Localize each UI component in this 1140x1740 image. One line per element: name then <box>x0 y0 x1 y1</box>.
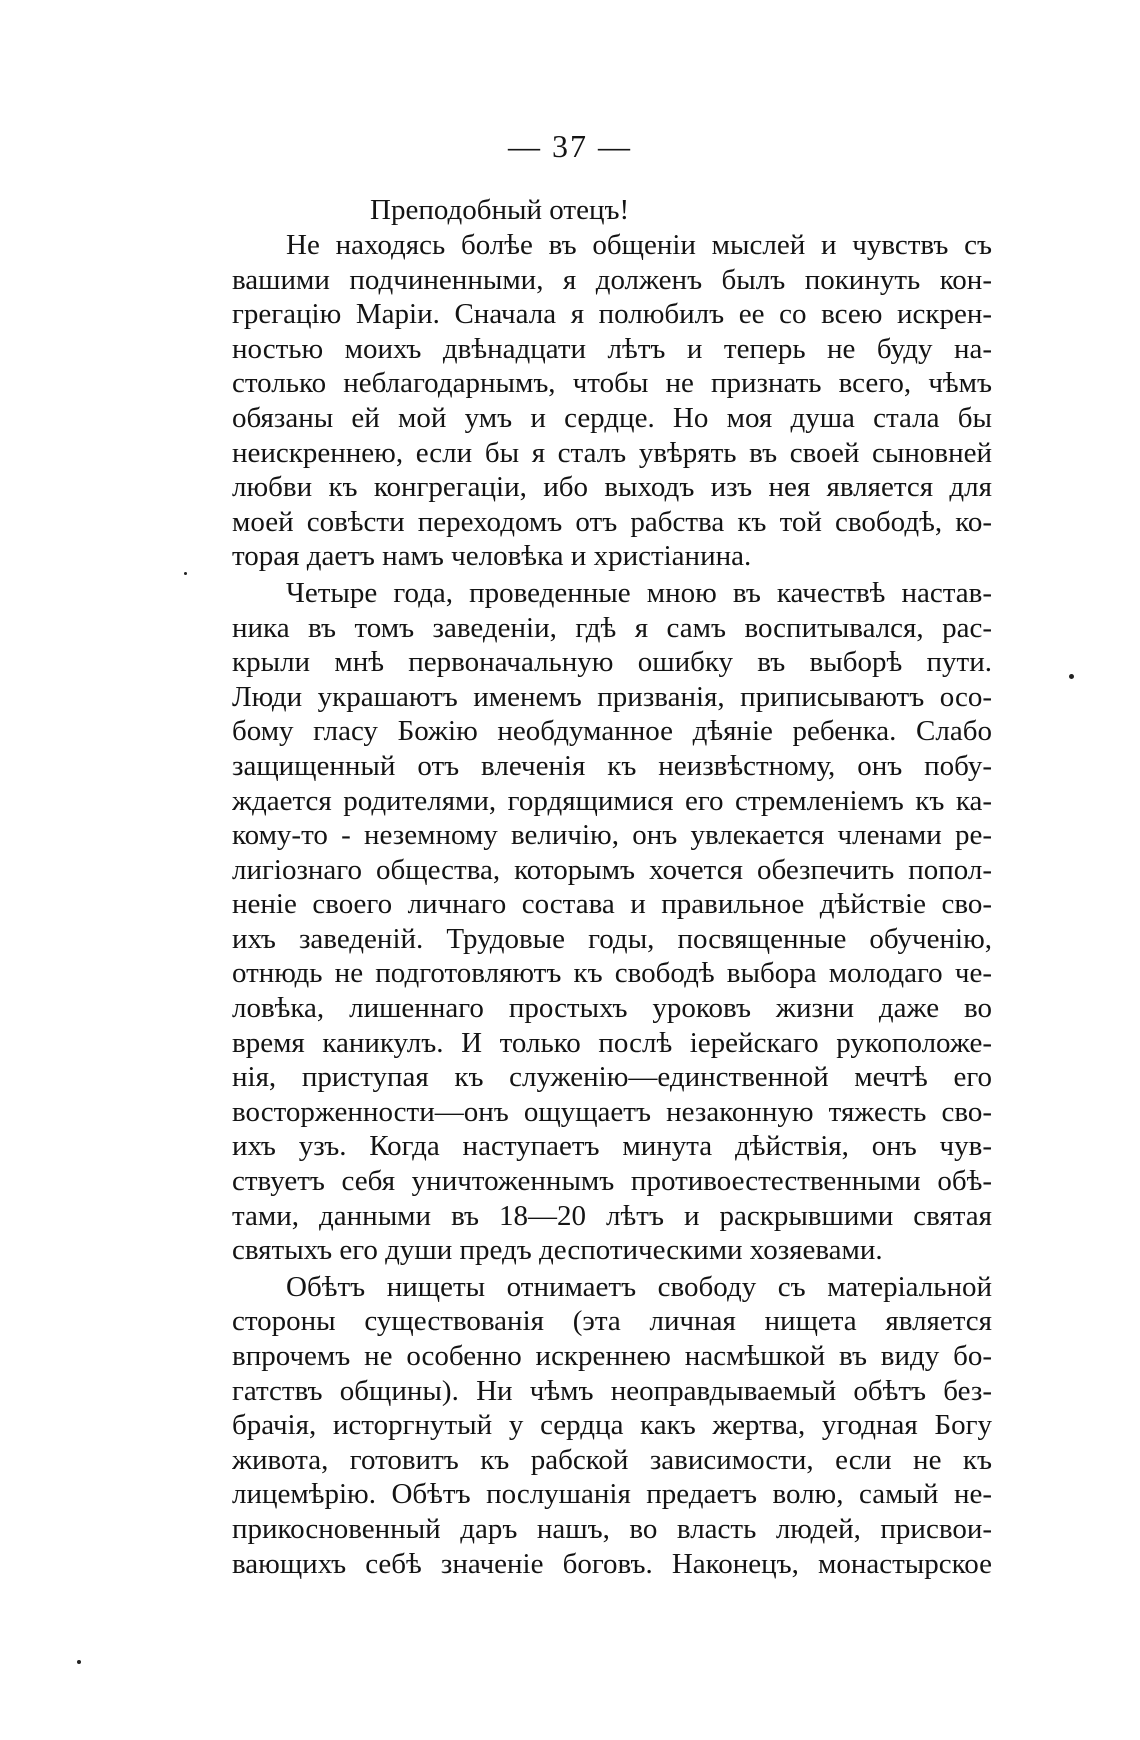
text-line: крыли мнѣ первоначальную ошибку въ выборѣ пути. <box>232 646 992 679</box>
text-line: прикосновенный даръ нашъ, во власть людей, присвои- <box>232 1512 992 1545</box>
text-line: святыхъ его души предъ деспотическими хозяевами. <box>232 1234 883 1267</box>
text-line: лицемѣрію. Обѣтъ послушанія предаетъ волю, самый не- <box>232 1478 992 1511</box>
text-line: вашими подчиненными, я долженъ былъ покинуть кон- <box>232 263 992 296</box>
text-line: Четыре года, проведенные мною въ качествѣ настав- <box>286 576 992 609</box>
page-number: — 37 — <box>508 128 632 164</box>
text-line: грегацію Маріи. Сначала я полюбилъ ее со всею искрен- <box>232 298 992 331</box>
scan-speck <box>184 572 187 575</box>
text-line: живота, готовитъ къ рабской зависимости, если не къ <box>232 1443 992 1476</box>
text-line: ностью моихъ двѣнадцати лѣтъ и теперь не буду на- <box>232 332 992 365</box>
text-line: лигіознаго общества, которымъ хочется обезпечить попол- <box>232 853 992 886</box>
text-line: моей совѣсти переходомъ отъ рабства къ той свободѣ, ко- <box>232 505 992 538</box>
text-line: ждается родителями, гордящимися его стремленіемъ къ ка- <box>232 784 992 817</box>
text-line: ихъ заведеній. Трудовые годы, посвященные обученію, <box>232 922 992 955</box>
text-line: неніе своего личнаго состава и правильное дѣйствіе сво- <box>232 888 992 921</box>
letter-body <box>232 192 992 1581</box>
text-line: нія, приступая къ служенію—единственной мечтѣ его <box>232 1061 992 1094</box>
text-line: столько неблагодарнымъ, чтобы не признать всего, чѣмъ <box>232 367 992 400</box>
text-line: торая даетъ намъ человѣка и христіанина. <box>232 540 752 573</box>
salutation: Преподобный отецъ! <box>370 194 630 226</box>
paragraph-2 <box>232 576 992 1268</box>
text-line: вающихъ себѣ значеніе боговъ. Наконецъ, монастырское <box>232 1547 992 1580</box>
text-line: обязаны ей мой умъ и сердце. Но моя душа стала бы <box>232 401 992 434</box>
text-line: любви къ конгрегаціи, ибо выходъ изъ нея является для <box>232 471 992 504</box>
paragraph-1 <box>232 228 992 574</box>
text-line: брачія, исторгнутый у сердца какъ жертва, угодная Богу <box>232 1409 992 1442</box>
text-line: время каникулъ. И только послѣ іерейскаго рукоположе- <box>232 1026 992 1059</box>
text-line: защищенный отъ влеченія къ неизвѣстному, онъ побу- <box>232 749 992 782</box>
text-line: ихъ узъ. Когда наступаетъ минута дѣйствія, онъ чув- <box>232 1130 992 1163</box>
text-line: неискреннею, если бы я сталъ увѣрять въ своей сыновней <box>232 436 992 469</box>
text-line: ловѣка, лишеннаго простыхъ уроковъ жизни даже во <box>232 992 992 1025</box>
text-line: тами, данными въ 18—20 лѣтъ и раскрывшими святая <box>232 1199 992 1232</box>
scan-speck <box>1069 674 1074 679</box>
text-line: стороны существованія (эта личная нищета является <box>232 1305 992 1338</box>
text-line: Не находясь болѣе въ общеніи мыслей и чувствъ съ <box>286 229 992 261</box>
text-line: ствуетъ себя уничтоженнымъ противоестественными обѣ- <box>232 1165 992 1198</box>
text-line: Обѣтъ нищеты отнимаетъ свободу съ матеріальной <box>286 1270 992 1303</box>
text-line: отнюдь не подготовляютъ къ свободѣ выбора молодаго че- <box>232 957 992 990</box>
paragraph-3 <box>232 1270 992 1581</box>
text-line: ника въ томъ заведеніи, гдѣ я самъ воспитывался, рас- <box>232 611 992 644</box>
text-line: кому-то - неземному величію, онъ увлекается членами ре- <box>232 819 992 852</box>
scan-speck <box>77 1660 81 1664</box>
text-line: Люди украшаютъ именемъ призванія, приписываютъ осо- <box>232 680 992 713</box>
text-line: гатствъ общины). Ни чѣмъ неоправдываемый обѣтъ без- <box>232 1374 992 1407</box>
text-line: впрочемъ не особенно искреннею насмѣшкой въ виду бо- <box>232 1340 992 1372</box>
text-line: бому гласу Божію необдуманное дѣяніе ребенка. Слабо <box>232 715 992 748</box>
text-line: восторженности—онъ ощущаетъ незаконную тяжесть сво- <box>232 1095 992 1128</box>
